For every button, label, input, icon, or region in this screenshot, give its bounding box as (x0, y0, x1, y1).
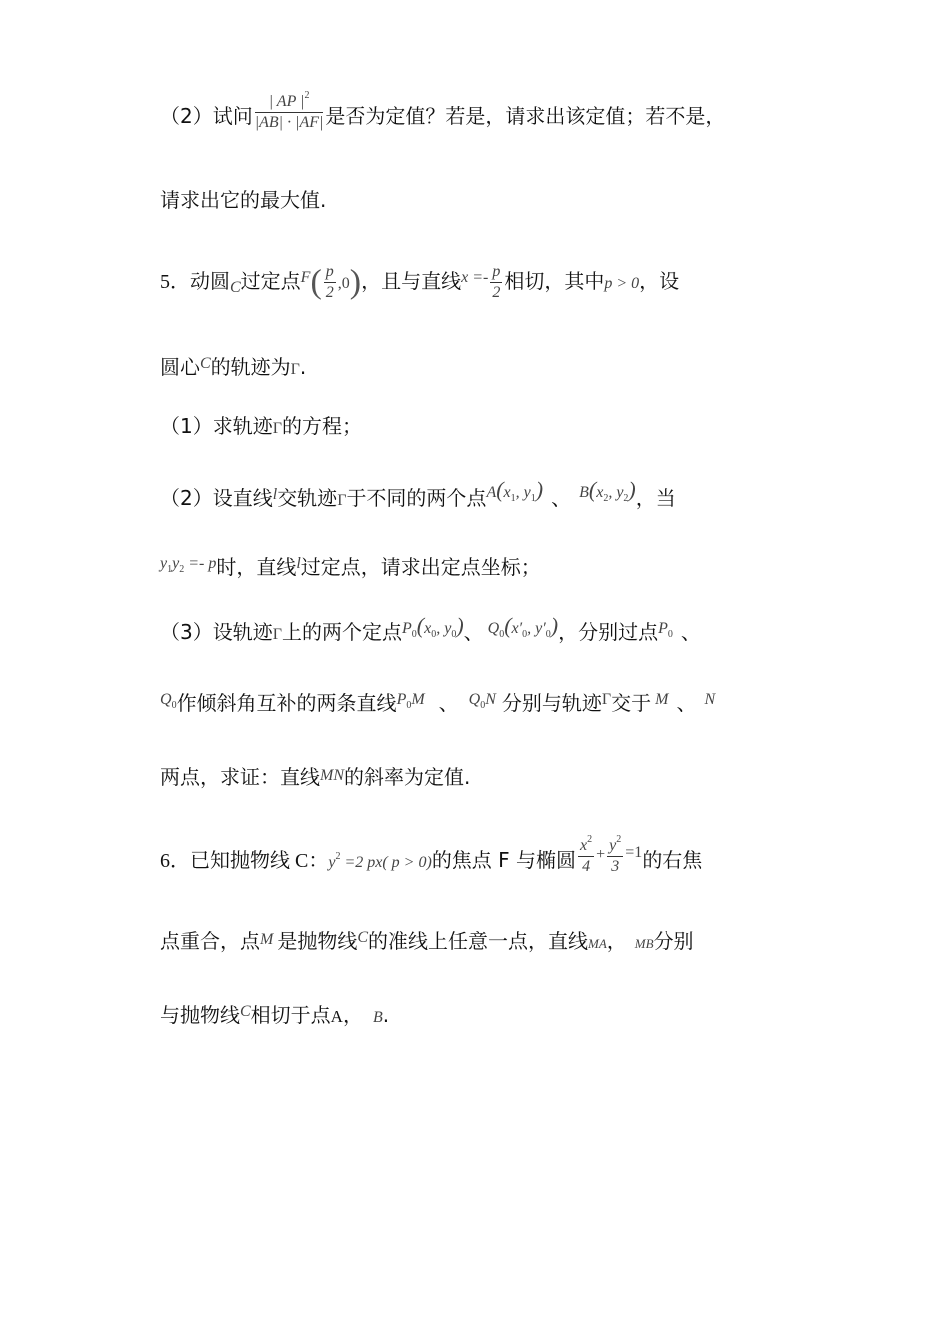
q5-point-b: B(x2, y2) (579, 477, 636, 504)
q5-x-equals: x =- (461, 269, 489, 286)
q5-intro: 5．动圆 (160, 271, 230, 293)
q6-period: . (382, 1003, 390, 1027)
q5-part3-line1 (160, 614, 701, 647)
q6-parabola-c2: C (240, 1003, 251, 1020)
q5-part2-text4: 时，直线 (216, 555, 297, 579)
q5-point-p0: P0(x0, y0) (401, 613, 464, 640)
q5-line1 (160, 262, 679, 303)
q6-parabola-eq: $y^2 =2$ px( p > 0) (328, 851, 432, 871)
q5-line2 (160, 352, 306, 382)
q5-center-text: 圆心 (160, 355, 200, 379)
q6-line1 (160, 834, 703, 885)
q5-part1-text: （1）求轨迹 (160, 414, 273, 438)
q6-frac-x: $\frac{x^2}{4}$ (578, 830, 594, 877)
q5-let: ，设 (639, 269, 680, 293)
q5-line-q0n: Q0N (468, 691, 496, 711)
q6-parabola-c: C (357, 929, 368, 946)
q6-plus: + (596, 846, 606, 863)
q5-part2-text2: 交轨迹 (277, 486, 338, 510)
q5-part3-line3 (160, 764, 470, 789)
q5-part3-line2 (160, 688, 715, 718)
q5-part3-text4: 作倾斜角互补的两条直线 (176, 691, 397, 715)
q6-line-ma: MA (588, 936, 607, 951)
q6-right-focus: 的右焦 (642, 848, 703, 872)
q5-point-a: A(x1, y1) (486, 477, 544, 504)
q6-text3: 的准线上任意一点，直线 (368, 929, 588, 953)
q5-right-paren: ) (349, 263, 362, 301)
q5-left-paren: ( (310, 263, 322, 301)
q5-pass-fixed: 过定点 (240, 269, 301, 293)
q5-line-mn: MN (320, 767, 344, 784)
q6-text2: 是抛物线 (277, 929, 358, 953)
q5-part1 (160, 414, 362, 441)
q5-part2-when: ，当 (635, 486, 676, 510)
q5-tangent-line: ，且与直线 (361, 269, 462, 293)
q5-part2-text1: （2）设直线 (160, 486, 273, 510)
q6-text4: 分别 (653, 929, 694, 953)
q5-point-p0-b: P0 (658, 620, 673, 640)
q5-point-m: M (655, 691, 669, 708)
q6-line2 (160, 926, 694, 956)
q6-intro: 6．已知抛物线 C： (160, 850, 329, 872)
q5-part2-line2 (160, 552, 541, 582)
q4-frac-numerator: | AP | (268, 93, 305, 110)
q5-p-positive: p > 0 (604, 275, 640, 292)
q6-comma2: ， (342, 1003, 363, 1027)
q4-frac-exponent: 2 (304, 90, 310, 101)
q5-tangent-text: 相切，其中 (504, 269, 605, 293)
q5-part3-sep: 、 (680, 620, 701, 644)
q5-gamma-4: Γ (272, 626, 282, 643)
q5-x-frac-den: 2 (492, 284, 501, 301)
q5-f-frac-den: 2 (325, 284, 334, 301)
q6-point-a: A (330, 1007, 343, 1026)
q5-period: . (299, 355, 307, 379)
q5-part3-text1: （3）设轨迹 (160, 620, 273, 644)
q5-sep-mn: 、 (676, 691, 697, 715)
q6-line3 (160, 1000, 389, 1030)
q4-part2-line1 (160, 90, 726, 141)
q5-line-p0m: P0M (396, 691, 425, 711)
q5-line-l-2: l (296, 555, 301, 572)
q6-comma: ， (606, 929, 627, 953)
q4-part2-prefix: （2）试问 (160, 104, 253, 128)
q5-part2-line1 (160, 478, 676, 513)
q6-point-b: B (372, 1009, 383, 1026)
q5-sep-lines: 、 (438, 691, 459, 715)
q4-fraction (255, 86, 324, 133)
q5-intersect: 交于 (611, 691, 652, 715)
q5-sep-pq: 、 (463, 620, 484, 644)
q5-part3-text5: 分别与轨迹 (501, 691, 602, 715)
q6-eq-one: =1 (625, 844, 643, 861)
q5-part3-text2: 上的两个定点 (281, 620, 402, 644)
q5-x-fraction (490, 262, 502, 303)
q6-text1: 点重合，点 (160, 929, 260, 953)
q5-sep-ab: 、 (551, 486, 572, 510)
q5-f-zero: ,0 (337, 275, 350, 292)
q5-circle-c: C (230, 279, 241, 296)
q5-part2-text5: 过定点，请求出定点坐标； (300, 555, 541, 579)
q5-point-q0: Q0(x′0, y′0) (487, 613, 559, 640)
q6-line-mb: MB (634, 936, 654, 951)
q5-part3-text6: 两点，求证：直线 (160, 765, 320, 789)
q5-f-fraction (324, 262, 336, 303)
q5-gamma-5: Γ (601, 691, 612, 708)
q5-part1-end: 的方程； (281, 414, 362, 438)
q5-part3-text3: ，分别过点 (558, 620, 659, 644)
q5-line-l-1: l (272, 486, 278, 503)
q5-locus-is: 的轨迹为 (210, 355, 291, 379)
q5-x-frac-num: p (490, 262, 502, 283)
q6-point-m: M (260, 931, 274, 948)
q4-frac-denominator: |AB| · |AF| (254, 114, 324, 131)
q5-y1y2-eq: y1y2 =- p (160, 555, 217, 575)
q6-text6: 相切于点 (250, 1003, 331, 1027)
q6-text5: 与抛物线 (160, 1003, 240, 1027)
q4-part2-line2: 请求出它的最大值. (160, 188, 327, 212)
q4-part2-suffix: 是否为定值？若是，请求出该定值；若不是， (325, 104, 726, 128)
q5-gamma-3: Γ (337, 492, 347, 509)
q5-center-c: C (200, 355, 211, 372)
q5-point-f: F (300, 269, 311, 286)
q5-gamma-2: Γ (272, 420, 282, 437)
q5-point-n: N (704, 691, 716, 708)
q5-part2-text3: 于不同的两个点 (346, 486, 487, 510)
q6-focus-text: 的焦点 F 与椭圆 (431, 848, 577, 872)
q5-part3-text7: 的斜率为定值. (344, 765, 471, 789)
q5-q0-start: Q0 (160, 691, 177, 711)
q6-frac-y: $\frac{y^2}{3}$ (607, 830, 623, 877)
q5-f-frac-num: p (324, 262, 336, 283)
q5-gamma-1: Γ (290, 361, 300, 378)
